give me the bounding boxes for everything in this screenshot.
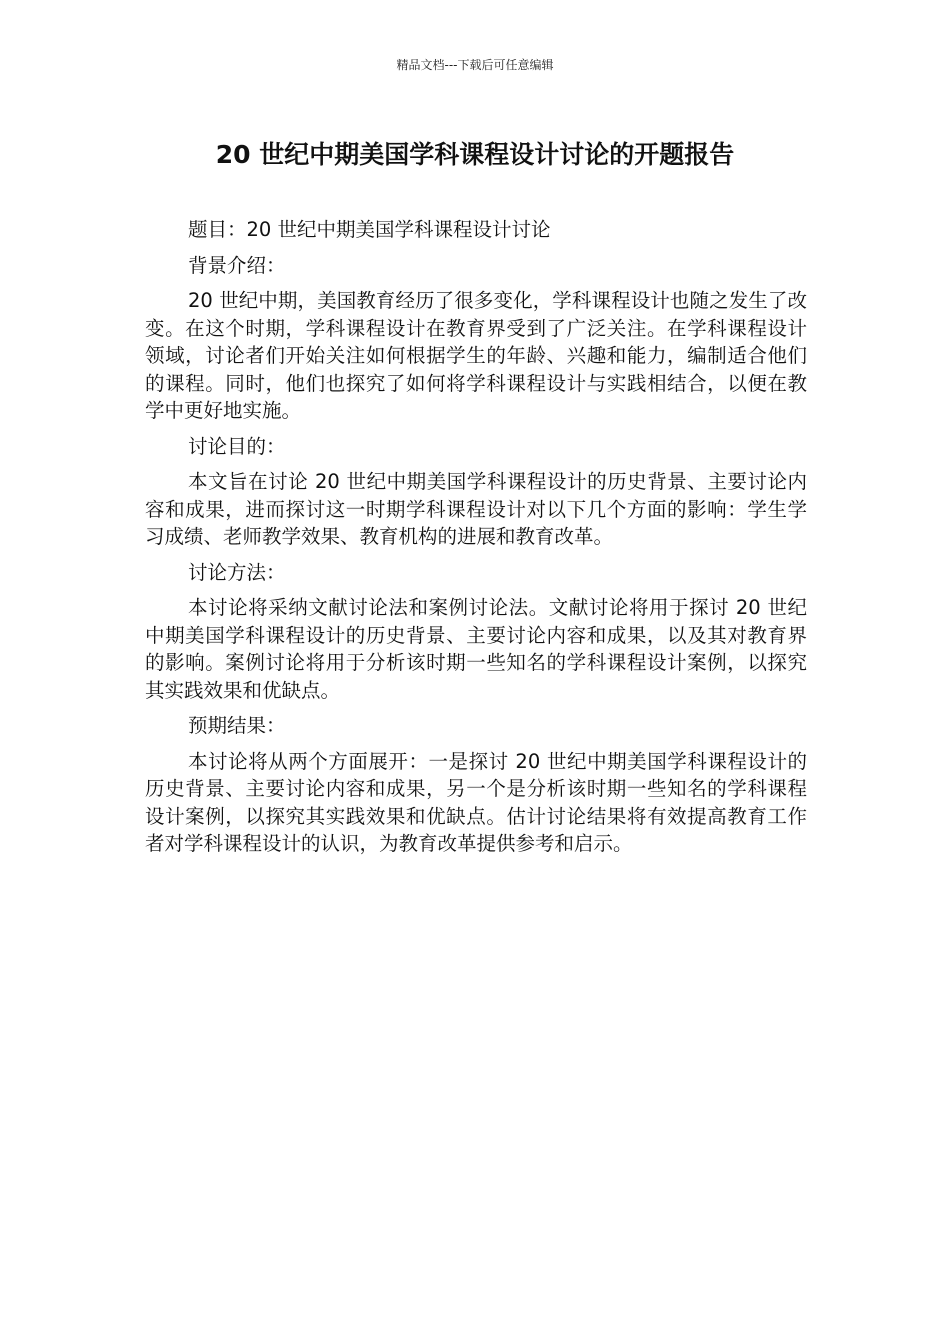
section-body-expected-results: 本讨论将从两个方面展开：一是探讨 20 世纪中期美国学科课程设计的历史背景、主要讨论内容和成果，另一个是分析该时期一些知名的学科课程设计案例，以探究其实践效果和优缺点。估计讨论结果将有效提高教育工作者对学科课程设计的认识，为教育改革提供参考和启示。 xyxy=(145,749,807,855)
section-heading-background: 背景介绍： xyxy=(188,253,286,277)
page-header: 精品文档---下载后可任意编辑 xyxy=(396,58,554,72)
document-title: 20 世纪中期美国学科课程设计讨论的开题报告 xyxy=(215,140,735,169)
section-body-method: 本讨论将采纳文献讨论法和案例讨论法。文献讨论将用于探讨 20 世纪中期美国学科课程设计的历史背景、主要讨论内容和成果，以及其对教育界的影响。案例讨论将用于分析该时期一些知名的学科课程设计案例，以探究其实践效果和优缺点。 xyxy=(145,596,807,702)
section-body-background: 20 世纪中期，美国教育经历了很多变化，学科课程设计也随之发生了改变。在这个时期，学科课程设计在教育界受到了广泛关注。在学科课程设计领域，讨论者们开始关注如何根据学生的年龄、兴趣和能力，编制适合他们的课程。同时，他们也探究了如何将学科课程设计与实践相结合，以便在教学中更好地实施。 xyxy=(145,289,807,422)
document-body xyxy=(145,216,807,866)
section-heading-method: 讨论方法： xyxy=(188,560,286,584)
section-body-purpose: 本文旨在讨论 20 世纪中期美国学科课程设计的历史背景、主要讨论内容和成果，进而探讨这一时期学科课程设计对以下几个方面的影响：学生学习成绩、老师教学效果、教育机构的进展和教育改革。 xyxy=(145,470,807,548)
section-heading-expected-results: 预期结果： xyxy=(188,714,286,737)
section-heading-purpose: 讨论目的： xyxy=(188,434,286,458)
topic-line: 题目：20 世纪中期美国学科课程设计讨论 xyxy=(188,218,551,241)
